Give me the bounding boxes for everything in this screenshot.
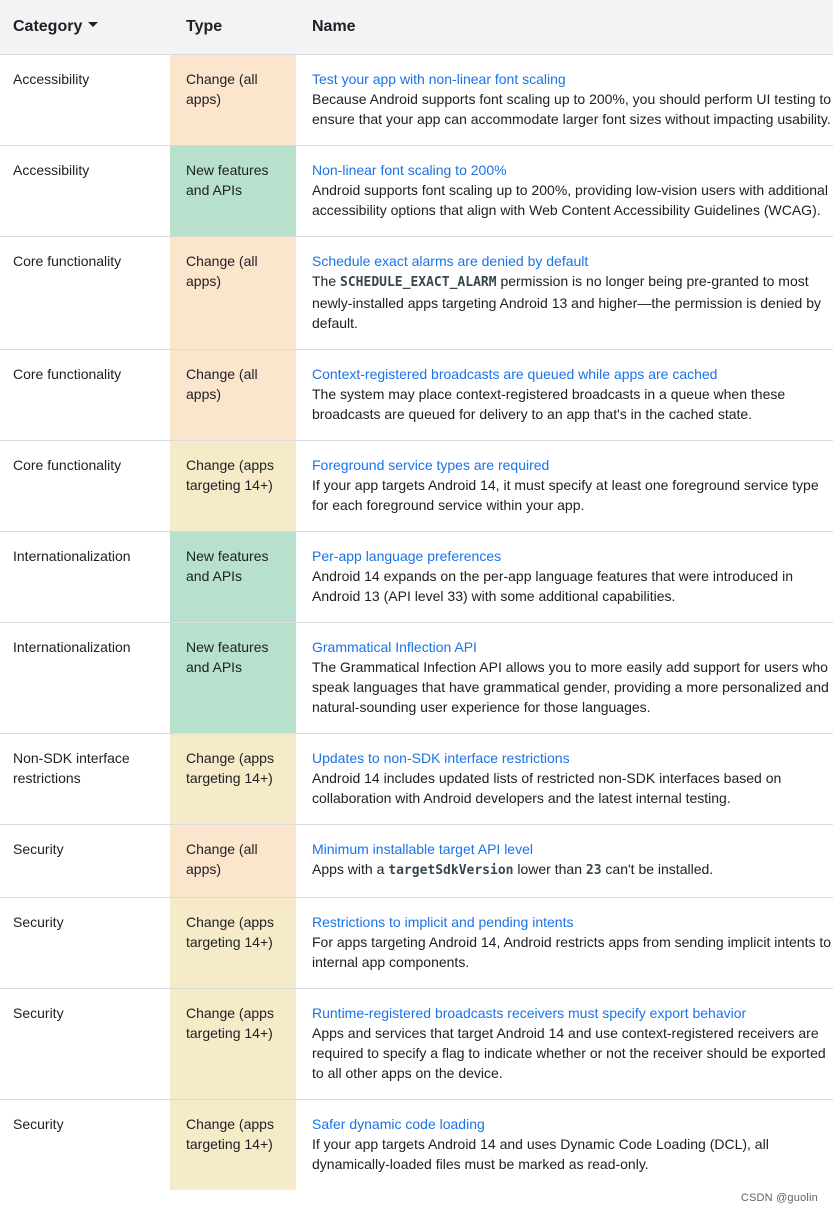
table-row bbox=[0, 145, 833, 236]
change-title-link[interactable]: Foreground service types are required bbox=[312, 456, 550, 473]
change-description bbox=[312, 273, 821, 331]
change-description: Android supports font scaling up to 200%, providing low-vision users with additional accessibility options that align with Web Content Accessibility Guidelines (WCAG). bbox=[312, 181, 828, 218]
type-cell: Change (all apps) bbox=[170, 349, 296, 440]
category-cell: Accessibility bbox=[0, 54, 170, 145]
category-cell: Internationalization bbox=[0, 622, 170, 733]
category-cell: Core functionality bbox=[0, 236, 170, 349]
category-column-header[interactable] bbox=[0, 0, 170, 54]
name-cell bbox=[296, 349, 833, 440]
name-cell bbox=[296, 440, 833, 531]
category-cell: Security bbox=[0, 824, 170, 897]
change-description: Android 14 expands on the per-app language features that were introduced in Android 13 (API level 33) with some additional capabilities. bbox=[312, 567, 794, 604]
change-description: If your app targets Android 14 and uses Dynamic Code Loading (DCL), all dynamically-loaded files must be marked as read-only. bbox=[312, 1135, 769, 1172]
description-text: permission is no longer being pre-granted to most newly-installed apps targeting Android 13 and higher—the permission is denied by default. bbox=[312, 272, 821, 331]
change-description: Apps and services that target Android 14 and use context-registered receivers are required to specify a flag to indicate whether or not the receiver should be exported to all other apps on the device. bbox=[312, 1024, 826, 1081]
name-cell bbox=[296, 897, 833, 988]
name-cell bbox=[296, 54, 833, 145]
change-title-link[interactable]: Minimum installable target API level bbox=[312, 840, 533, 857]
name-cell bbox=[296, 1099, 833, 1190]
table-row bbox=[0, 824, 833, 897]
name-cell bbox=[296, 531, 833, 622]
target-sdk-code: targetSdkVersion bbox=[388, 862, 514, 878]
type-cell: Change (apps targeting 14+) bbox=[170, 897, 296, 988]
description-text: lower than bbox=[513, 860, 586, 877]
category-cell: Security bbox=[0, 897, 170, 988]
change-title-link[interactable]: Schedule exact alarms are denied by default bbox=[312, 252, 589, 269]
table-row bbox=[0, 622, 833, 733]
table-row bbox=[0, 236, 833, 349]
change-description: The system may place context-registered broadcasts in a queue when these broadcasts are queued for delivery to an app that's in the cached state. bbox=[312, 385, 786, 422]
type-cell: New features and APIs bbox=[170, 145, 296, 236]
change-title-link[interactable]: Grammatical Inflection API bbox=[312, 638, 477, 655]
type-column-header: Type bbox=[170, 0, 296, 54]
type-cell: Change (apps targeting 14+) bbox=[170, 440, 296, 531]
description-text: Apps with a bbox=[312, 860, 389, 877]
category-cell: Non-SDK interface restrictions bbox=[0, 733, 170, 824]
name-cell bbox=[296, 145, 833, 236]
description-text: The bbox=[312, 272, 341, 289]
change-description: The Grammatical Infection API allows you to more easily add support for users who speak languages that have grammatical gender, providing a more personalized and natural-sounding user experience for those languages. bbox=[312, 658, 829, 715]
category-cell: Accessibility bbox=[0, 145, 170, 236]
description-text: can't be installed. bbox=[601, 860, 714, 877]
name-cell bbox=[296, 733, 833, 824]
table-row bbox=[0, 897, 833, 988]
name-cell bbox=[296, 824, 833, 897]
change-title-link[interactable]: Restrictions to implicit and pending intents bbox=[312, 913, 574, 930]
change-title-link[interactable]: Runtime-registered broadcasts receivers must specify export behavior bbox=[312, 1004, 747, 1021]
type-cell: Change (all apps) bbox=[170, 824, 296, 897]
table-row bbox=[0, 54, 833, 145]
type-cell: New features and APIs bbox=[170, 531, 296, 622]
category-cell: Internationalization bbox=[0, 531, 170, 622]
watermark: CSDN @guolin bbox=[740, 1192, 818, 1204]
change-title-link[interactable]: Non-linear font scaling to 200% bbox=[312, 161, 507, 178]
table-row bbox=[0, 531, 833, 622]
change-title-link[interactable]: Updates to non-SDK interface restrictions bbox=[312, 749, 570, 766]
sort-down-icon[interactable] bbox=[88, 22, 98, 27]
category-cell: Core functionality bbox=[0, 349, 170, 440]
type-cell: Change (apps targeting 14+) bbox=[170, 733, 296, 824]
category-header-label: Category bbox=[13, 17, 83, 35]
change-description: If your app targets Android 14, it must specify at least one foreground service type for each foreground service within your app. bbox=[312, 476, 819, 513]
table-row bbox=[0, 440, 833, 531]
change-description: Android 14 includes updated lists of restricted non-SDK interfaces based on collaboration with Android developers and the latest internal testing. bbox=[312, 769, 782, 806]
change-description: For apps targeting Android 14, Android restricts apps from sending implicit intents to internal app components. bbox=[312, 933, 832, 970]
change-title-link[interactable]: Per-app language preferences bbox=[312, 547, 502, 564]
api-level-code: 23 bbox=[585, 862, 602, 878]
table-row bbox=[0, 349, 833, 440]
category-cell: Security bbox=[0, 988, 170, 1099]
type-cell: Change (all apps) bbox=[170, 236, 296, 349]
name-column-header: Name bbox=[296, 0, 833, 54]
category-cell: Core functionality bbox=[0, 440, 170, 531]
change-description: Because Android supports font scaling up to 200%, you should perform UI testing to ensure that your app can accommodate larger font sizes without impacting usability. bbox=[312, 90, 832, 127]
type-cell: Change (apps targeting 14+) bbox=[170, 1099, 296, 1190]
type-cell: Change (apps targeting 14+) bbox=[170, 988, 296, 1099]
name-cell bbox=[296, 622, 833, 733]
change-title-link[interactable]: Safer dynamic code loading bbox=[312, 1115, 485, 1132]
change-title-link[interactable]: Context-registered broadcasts are queued while apps are cached bbox=[312, 365, 718, 382]
name-cell bbox=[296, 988, 833, 1099]
table-row bbox=[0, 988, 833, 1099]
table-row bbox=[0, 733, 833, 824]
permission-code: SCHEDULE_EXACT_ALARM bbox=[340, 274, 497, 290]
name-cell bbox=[296, 236, 833, 349]
table-header-row bbox=[0, 0, 833, 54]
table-row bbox=[0, 1099, 833, 1190]
type-cell: New features and APIs bbox=[170, 622, 296, 733]
category-cell: Security bbox=[13, 1115, 64, 1132]
type-cell: Change (all apps) bbox=[170, 54, 296, 145]
change-title-link[interactable]: Test your app with non-linear font scaling bbox=[312, 70, 566, 87]
change-description bbox=[312, 861, 713, 877]
